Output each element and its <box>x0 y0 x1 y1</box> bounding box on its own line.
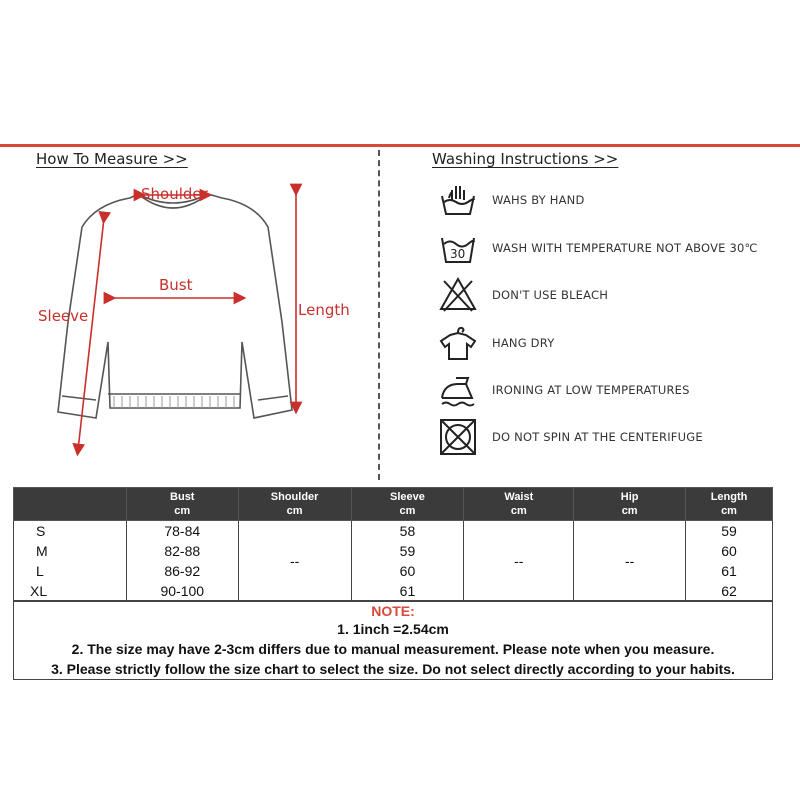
sleeve-arrow <box>78 218 104 450</box>
header-name: Shoulder <box>270 491 319 503</box>
size-cell: S <box>36 523 46 539</box>
header-name: Hip <box>620 491 639 503</box>
bust-cell: 90-100 <box>160 583 205 599</box>
wash-temp-text: 30 <box>450 247 466 261</box>
header-name: Waist <box>504 491 534 503</box>
wash-label: DO NOT SPIN AT THE CENTERIFUGE <box>492 430 703 444</box>
sweater-ribbing <box>114 396 234 408</box>
wash-item-hand <box>438 180 585 220</box>
top-red-divider <box>0 144 800 147</box>
header-unit: cm <box>510 505 527 517</box>
header-waist <box>464 488 574 521</box>
note-line-3: 3. Please strictly follow the size chart to select the size. Do not select directly according to your habits. <box>51 661 735 677</box>
size-column <box>14 521 127 602</box>
sleeve-cell: 58 <box>399 523 416 539</box>
header-shoulder <box>238 488 351 521</box>
header-size <box>14 488 127 521</box>
header-name: Bust <box>170 491 195 503</box>
size-cell: L <box>36 563 44 579</box>
no-spin-icon <box>438 417 478 457</box>
shoulder-cell: -- <box>238 521 351 602</box>
bust-label: Bust <box>159 276 193 294</box>
header-bust <box>126 488 238 521</box>
bust-column <box>126 521 238 602</box>
note-title: NOTE: <box>371 603 415 619</box>
length-cell: 60 <box>721 543 737 559</box>
header-hip <box>574 488 686 521</box>
size-cell: M <box>36 543 48 559</box>
bust-cell: 82-88 <box>164 543 201 559</box>
size-chart-table <box>13 487 773 602</box>
hand-wash-icon <box>438 180 478 220</box>
header-sleeve <box>351 488 464 521</box>
header-unit: cm <box>399 505 416 517</box>
length-cell: 59 <box>721 523 737 539</box>
wash-label: WASH WITH TEMPERATURE NOT ABOVE 30℃ <box>492 241 758 255</box>
wash-item-no-bleach <box>438 275 609 315</box>
sleeve-cell: 61 <box>399 583 416 599</box>
wash-label: DON'T USE BLEACH <box>492 288 609 302</box>
sleeve-cell: 60 <box>399 563 416 579</box>
length-cell: 61 <box>721 563 737 579</box>
header-name: Length <box>710 491 748 503</box>
sweater-outline <box>58 194 292 418</box>
header-unit: cm <box>721 505 737 517</box>
wash-label: HANG DRY <box>492 336 555 350</box>
wash-item-30 <box>438 228 758 268</box>
washing-instructions-title: Washing Instructions >> <box>432 150 619 168</box>
how-to-measure-title: How To Measure >> <box>36 150 188 168</box>
length-label: Length <box>298 301 350 319</box>
wash-item-no-spin <box>438 417 703 457</box>
header-unit: cm <box>174 505 191 517</box>
table-body-row <box>14 521 773 602</box>
length-column <box>686 521 773 602</box>
sweater-measurement-diagram <box>30 172 370 462</box>
hang-dry-icon <box>438 323 478 363</box>
table-header-row <box>14 488 773 521</box>
note-line-2: 2. The size may have 2-3cm differs due to manual measurement. Please note when you measure. <box>71 641 715 657</box>
wash-30-icon <box>438 228 478 268</box>
wash-label: WAHS BY HAND <box>492 193 585 207</box>
wash-label: IRONING AT LOW TEMPERATURES <box>492 383 690 397</box>
header-name: Sleeve <box>390 491 425 503</box>
shoulder-label: Shoulder <box>141 185 208 203</box>
bust-cell: 86-92 <box>164 563 201 579</box>
header-length <box>686 488 773 521</box>
wash-item-hang-dry <box>438 323 555 363</box>
sleeve-cell: 59 <box>399 543 416 559</box>
sleeve-column <box>351 521 464 602</box>
sleeve-label: Sleeve <box>38 307 89 325</box>
note-box <box>13 600 773 680</box>
no-bleach-icon <box>438 275 478 315</box>
size-cell: XL <box>30 583 48 599</box>
iron-low-icon <box>438 370 478 410</box>
hip-cell: -- <box>574 521 686 602</box>
header-unit: cm <box>621 505 638 517</box>
vertical-dashed-divider <box>378 150 380 480</box>
waist-cell: -- <box>464 521 574 602</box>
length-cell: 62 <box>721 583 737 599</box>
bust-cell: 78-84 <box>164 523 201 539</box>
note-line-1: 1. 1inch =2.54cm <box>337 621 449 637</box>
header-unit: cm <box>286 505 303 517</box>
wash-item-iron <box>438 370 690 410</box>
